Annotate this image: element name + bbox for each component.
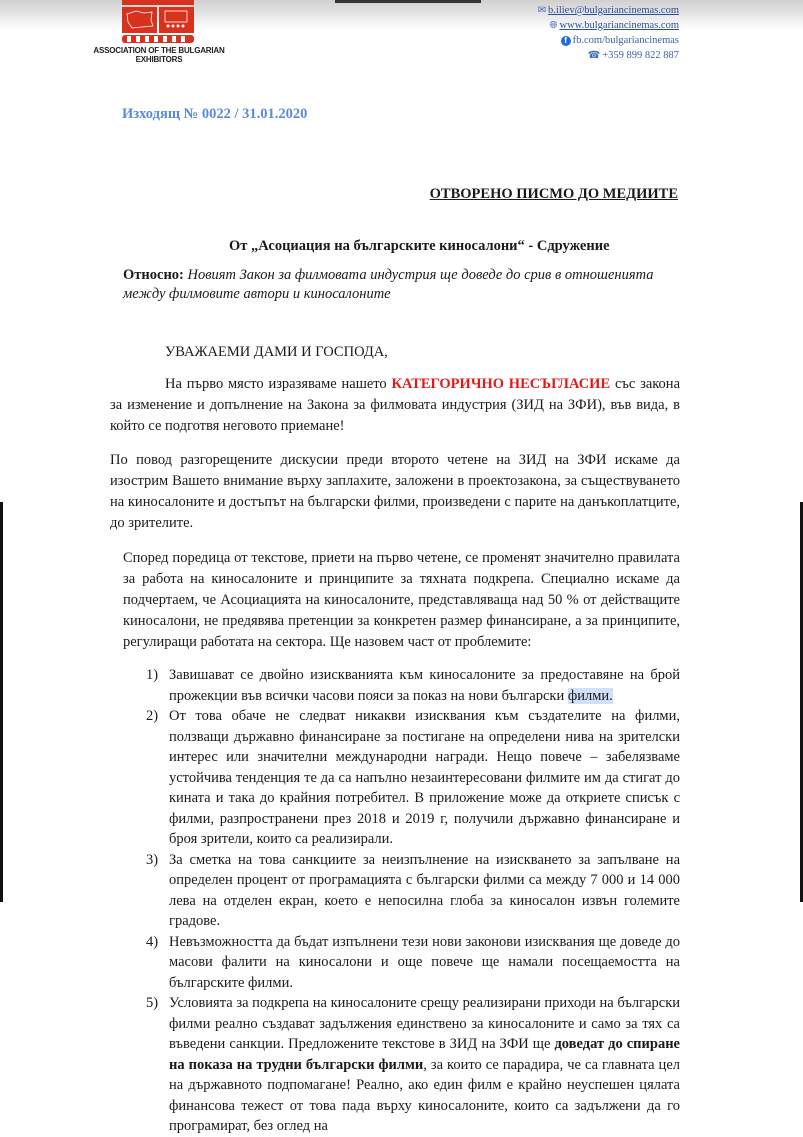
letter-subject [123, 266, 683, 304]
association-logo [122, 0, 194, 44]
website-link[interactable]: www.bulgariancinemas.com [559, 20, 679, 31]
list-item: 1) Завишават се двойно изискванията към киносалоните за предоставяне на брой прожекции във всички часови пояси за показ на нови български филми. [146, 667, 680, 704]
globe-icon: 🌐︎ [549, 20, 558, 31]
contact-facebook [538, 33, 679, 48]
viewer-toolbar-handle[interactable] [335, 0, 481, 3]
list-item: 5) Условията за подкрепа на киносалоните срещу реализирани приходи на български филми реално създават задължения единствено за киносалоните и само за тях са въведени санкции. Предложените текстове в ЗИД на ЗФИ ще доведат до спиране на показа на трудни български филми, за които се парадира, че са главната цел на държавното подпомагане! Реално, ако един филм е крайно неуспешен цялата финансова тежест от това пада върху киносалоните, които са задължени да го програмират, без оглед на [146, 995, 680, 1134]
subject-label: Относно: [123, 267, 184, 283]
selected-text[interactable]: филми. [567, 687, 613, 704]
facebook-text: fb.com/bulgariancinemas [572, 35, 679, 46]
problems-list [123, 665, 680, 1137]
email-icon: ✉ [537, 5, 547, 16]
page-border-left [0, 502, 3, 902]
paragraph-problems-intro: Според поредица от текстове, приети на първо четене, се променят значително правилата за работа на киносалоните и принципите за тяхната подкрепа. Специално искаме да подчертаем, че Асоциацията на киносалоните, представляваща над 50 % от действащите киносалони, не предявява претенции за конкретен размер финансиране, а за принципите, регулиращи работата на сектора. Ще назовем част от проблемите: [123, 550, 680, 650]
p1-text-a: На първо място изразяваме нашето [165, 376, 387, 392]
email-link[interactable]: b.iliev@bulgariancinemas.com [548, 5, 679, 16]
outgoing-reference: Изходящ № 0022 / 31.01.2020 [122, 106, 308, 122]
viewer-top-shade [0, 0, 803, 30]
phone-icon: ☎ [587, 50, 601, 61]
list-item: 4) Невъзможността да бъдат изпълнени тези нови законови изисквания ще доведе до масови фалити на киносалони и още повече ще намали посещаемостта на българските филми. [146, 933, 680, 991]
letter-sender: От „Асоциация на българските киносалони“ - Сдружение [229, 238, 610, 254]
subject-text: Новият Закон за филмовата индустрия ще доведе до срив в отношенията между филмовите автори и киносалоните [123, 267, 654, 302]
list-item: 3) За сметка на това санкциите за неизпълнение на изискването за запълване на определен процент от програмацията с български филми са между 7 000 и 14 000 лева на отделен екран, което е непосилна глоба за киносалон извън големите градове. [146, 851, 680, 929]
paragraph-discussion: По повод разгорещените дискусии преди второто четене на ЗИД на ЗФИ искаме да изострим Вашето внимание върху заплахите, заложени в проектозакона, за съществуването на киносалоните и достъпът на български филми, произведени с парите на данъкоплатците, до зрителите. [110, 452, 680, 531]
contact-email [538, 3, 679, 18]
lower-section [110, 548, 680, 1137]
contact-phone [538, 48, 679, 63]
list-item: 2) От това обаче не следват никакви изисквания към създателите на филми, ползващи държавно финансиране за постигане на определени нива на зрителски интерес или значителни международни награди. Нещо повече – забелязваме устойчива тенденция те да са напълно незаинтересовани филмите им да стигат до кината и така до крайния потребител. В приложение може да откриете списък с филми, разпространени през 2018 и 2019 г, получили държавно финансиране и броя зрители, които са реализирали. [146, 708, 680, 847]
greeting: УВАЖАЕМИ ДАМИ И ГОСПОДА, [165, 344, 388, 360]
p1-emphasis: КАТЕГОРИЧНО НЕСЪГЛАСИЕ [391, 376, 611, 392]
paragraph-disagreement [110, 374, 680, 437]
letter-body [110, 374, 680, 1137]
letter-title: ОТВОРЕНО ПИСМО ДО МЕДИИТЕ [429, 186, 678, 202]
contact-website [538, 18, 679, 33]
phone-text: +359 899 822 887 [602, 50, 679, 61]
logo-caption: ASSOCIATION OF THE BULGARIAN EXHIBITORS [93, 46, 225, 64]
p1-text-b: със закона за изменение и допълнение на Закона за филмовата индустрия (ЗИД на ЗФИ), във вида, в който се подготвя неговото приемане! [110, 376, 681, 434]
facebook-icon: f [561, 36, 571, 46]
contact-block [538, 3, 679, 63]
